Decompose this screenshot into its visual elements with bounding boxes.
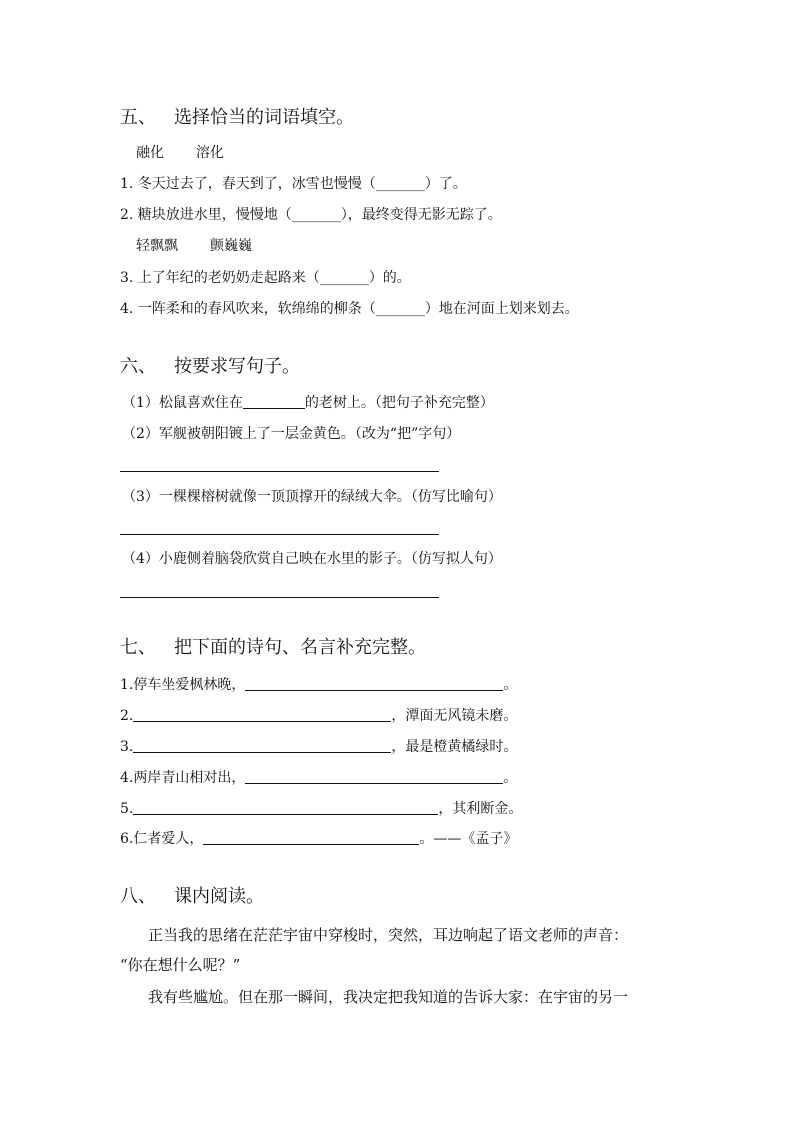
section-6-title: 按要求写句子。 — [174, 356, 300, 377]
answer-line[interactable] — [120, 471, 439, 472]
section-8-heading — [120, 885, 264, 909]
section-5-number: 五、 — [120, 107, 156, 128]
reading-paragraph-line: 我有些尴尬。但在那一瞬间，我决定把我知道的告诉大家：在宇宙的另一 — [148, 988, 629, 1006]
answer-blank[interactable]: _______ — [375, 176, 425, 192]
answer-line[interactable] — [120, 534, 439, 535]
question-7-3: 3. ，最是橙黄橘绿时。 — [120, 739, 518, 755]
question-7-1: 1.停车坐爱枫林晚， 。 — [120, 677, 518, 693]
question-7-6: 6.仁者爱人， 。——《孟子》 — [120, 831, 518, 847]
question-7-2: 2. ，潭面无风镜未磨。 — [120, 708, 518, 724]
section-7-number: 七、 — [120, 637, 156, 658]
word-choices-1 — [136, 143, 224, 163]
question-5-1: 1. 冬天过去了，春天到了，冰雪也慢慢（_______）了。 — [120, 176, 467, 192]
section-8-title: 课内阅读。 — [174, 886, 264, 907]
word-choice: 融化 — [136, 145, 164, 161]
question-7-5: 5. ，其利断金。 — [120, 801, 523, 817]
section-8-number: 八、 — [120, 886, 156, 907]
answer-blank[interactable] — [203, 830, 419, 845]
section-5-heading — [120, 106, 354, 130]
answer-blank[interactable] — [243, 394, 305, 409]
answer-blank[interactable]: _______ — [291, 207, 341, 223]
question-5-4: 4. 一阵柔和的春风吹来，软绵绵的柳条（_______）地在河面上划来划去。 — [120, 301, 579, 317]
section-5-title: 选择恰当的词语填空。 — [174, 107, 354, 128]
answer-blank[interactable] — [245, 676, 503, 691]
section-7-title: 把下面的诗句、名言补充完整。 — [174, 637, 426, 658]
section-7-heading — [120, 636, 426, 660]
answer-blank[interactable] — [133, 707, 391, 722]
question-6-4: （4）小鹿侧着脑袋欣赏自己映在水里的影子。（仿写拟人句） — [122, 551, 502, 567]
question-5-2: 2. 糖块放进水里，慢慢地（_______），最终变得无影无踪了。 — [120, 207, 502, 223]
word-choice: 轻飘飘 — [136, 238, 178, 254]
answer-blank[interactable] — [133, 738, 391, 753]
answer-blank[interactable] — [245, 769, 503, 784]
question-5-3: 3. 上了年纪的老奶奶走起路来（_______）的。 — [120, 270, 411, 286]
answer-blank[interactable]: _______ — [319, 270, 369, 286]
answer-blank[interactable] — [133, 800, 438, 815]
word-choices-2 — [136, 236, 252, 256]
reading-paragraph-line: 正当我的思绪在茫茫宇宙中穿梭时，突然，耳边响起了语文老师的声音： — [148, 926, 629, 944]
section-6-heading — [120, 355, 300, 379]
word-choice: 颤巍巍 — [210, 238, 252, 254]
word-choice: 溶化 — [196, 145, 224, 161]
question-6-3: （3）一棵棵榕树就像一顶顶撑开的绿绒大伞。（仿写比喻句） — [122, 489, 502, 505]
section-6-number: 六、 — [120, 356, 156, 377]
question-6-1: （1）松鼠喜欢住在 的老树上。（把句子补充完整） — [122, 395, 494, 411]
answer-line[interactable] — [120, 597, 439, 598]
question-7-4: 4.两岸青山相对出， 。 — [120, 770, 518, 786]
question-6-2: （2）军舰被朝阳镀上了一层金黄色。（改为“把”字句） — [122, 426, 461, 442]
reading-paragraph-line: “你在想什么呢？” — [120, 956, 241, 974]
answer-blank[interactable]: _______ — [375, 301, 425, 317]
